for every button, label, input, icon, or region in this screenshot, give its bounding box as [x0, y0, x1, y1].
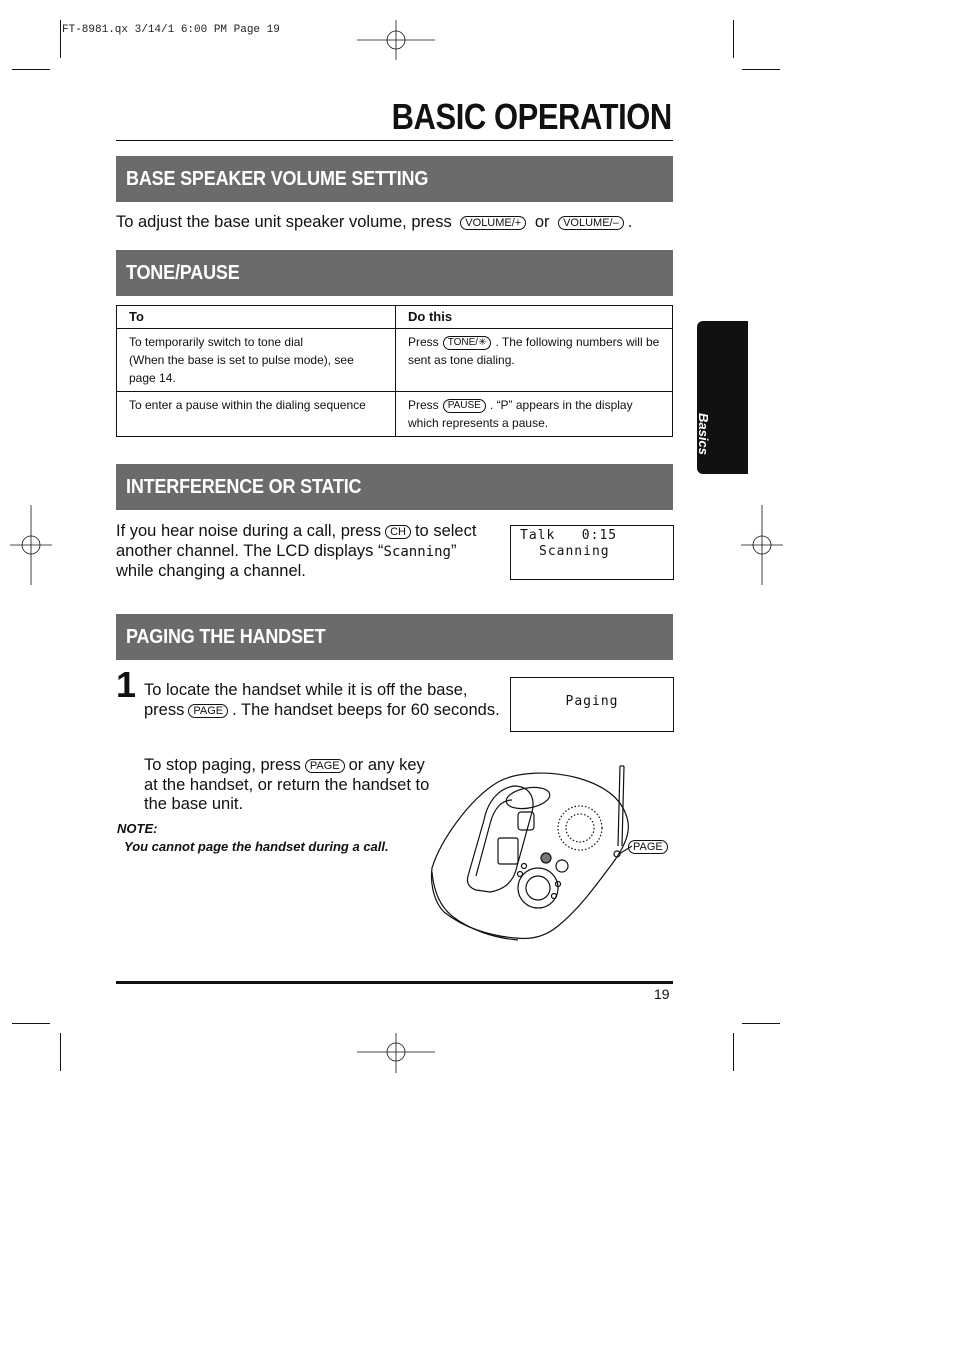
crop-mark: [733, 20, 734, 58]
volume-or-text: or: [534, 213, 550, 231]
crop-mark: [12, 69, 50, 70]
page-title: BASIC OPERATION: [391, 96, 672, 137]
table-cell: To temporarily switch to tone dial (When the base is set to pulse mode), see page 14.: [117, 329, 396, 392]
step-number: 1: [116, 664, 137, 705]
heading-paging: PAGING THE HANDSET: [116, 614, 673, 660]
page-key: PAGE: [305, 759, 345, 773]
crop-mark: [60, 1033, 61, 1071]
volume-text: To adjust the base unit speaker volume, press: [116, 213, 452, 231]
note-text: You cannot page the handset during a call.: [124, 839, 389, 854]
ch-key: CH: [385, 525, 411, 539]
registration-mark-icon: [741, 505, 783, 585]
figure-page-callout: [628, 838, 668, 856]
interference-text: If you hear noise during a call, press CH to select another channel. The LCD displays “Scanning” while changing a channel.: [116, 522, 477, 580]
crop-mark: [60, 20, 61, 58]
crop-mark: [12, 1023, 50, 1024]
paging-step-text: To locate the handset while it is off the base, press PAGE . The handset beeps for 60 seconds.: [144, 681, 500, 719]
volume-down-key: VOLUME/–: [558, 216, 624, 230]
page-number: 19: [654, 986, 670, 1002]
registration-mark-icon: [357, 1033, 437, 1073]
title-divider: [116, 140, 673, 141]
lcd-display-paging: Paging: [510, 677, 674, 732]
footer-divider: [116, 981, 673, 984]
crop-mark: [742, 69, 780, 70]
page-key: PAGE: [188, 704, 228, 718]
tone-key: TONE/✳: [443, 336, 492, 350]
section-tab-label: Basics: [696, 413, 711, 455]
print-header: FT-8981.qx 3/14/1 6:00 PM Page 19: [62, 24, 280, 36]
table-header-row: [117, 306, 673, 329]
table-row: [117, 329, 673, 392]
heading-tone-pause: TONE/PAUSE: [116, 250, 673, 296]
table-row: [117, 392, 673, 437]
table-cell: Press PAUSE . “P” appears in the display which represents a pause.: [396, 392, 673, 437]
column-header-do-this: Do this: [396, 306, 673, 329]
table-cell: To enter a pause within the dialing sequence: [117, 392, 396, 437]
volume-up-key: VOLUME/+: [460, 216, 526, 230]
crop-mark: [733, 1033, 734, 1071]
scanning-mono-word: Scanning: [383, 543, 451, 560]
tone-pause-table: [116, 305, 673, 437]
heading-interference: INTERFERENCE OR STATIC: [116, 464, 673, 510]
section-tab-basics: [697, 321, 748, 474]
registration-mark-icon: [357, 20, 437, 60]
heading-volume: BASE SPEAKER VOLUME SETTING: [116, 156, 673, 202]
crop-mark: [742, 1023, 780, 1024]
paging-stop-text: To stop paging, press PAGE or any key at the handset, or return the handset to the base unit.: [144, 756, 430, 813]
base-unit-illustration-icon: [428, 760, 640, 942]
pause-key: PAUSE: [443, 399, 486, 413]
registration-mark-icon: [10, 505, 52, 585]
volume-instruction: To adjust the base unit speaker volume, press VOLUME/+ or VOLUME/– .: [116, 213, 633, 231]
page-key: PAGE: [628, 840, 668, 854]
table-cell: Press TONE/✳ . The following numbers will be sent as tone dialing.: [396, 329, 673, 392]
note-label: NOTE:: [117, 821, 158, 836]
lcd-display-scanning: Talk 0:15 Scanning: [510, 525, 674, 580]
column-header-to: To: [117, 306, 396, 329]
